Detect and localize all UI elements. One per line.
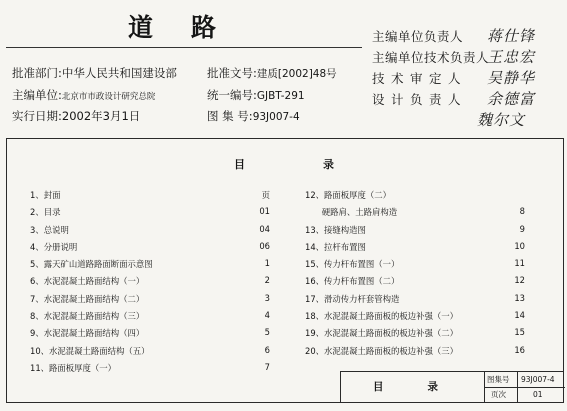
toc-entry[interactable]: 19、水泥混凝土路面板的板边补强（二） 15 [305,327,525,339]
toc-entry[interactable]: 3、总说明 04 [30,223,270,235]
title-block [340,371,564,403]
signature: 王忠宏 [487,48,536,66]
approval-dept: 批准部门:中华人民共和国建设部 [12,66,177,80]
header-divider [6,47,362,48]
toc-left-column [30,189,270,379]
editor-unit: 主编单位:北京市市政设计研究总院 [12,88,156,102]
signature: 吴静华 [487,69,536,87]
page-title: 道路 [128,13,255,42]
toc-entry[interactable]: 11、路面板厚度（一） 7 [30,361,270,373]
toc-entry[interactable]: 20、水泥混凝土路面板的板边补强（三） 16 [305,344,525,356]
toc-entry[interactable]: 16、传力杆布置图（二） 12 [305,275,525,287]
atlas-value: 93J007-4 [521,375,555,384]
toc-entry[interactable]: 9、水泥混凝土路面结构（四） 5 [30,327,270,339]
effective-date: 实行日期:2002年3月1日 [12,109,141,123]
page-label: 页次 [491,390,506,399]
toc-entry[interactable]: 15、传力杆布置图（一） 11 [305,258,525,270]
toc-entry[interactable]: 6、水泥混凝土路面结构（一） 2 [30,275,270,287]
header [0,0,567,138]
signature: 余德富 [487,90,536,108]
toc-entry[interactable]: 8、水泥混凝土路面结构（三） 4 [30,310,270,322]
toc-heading-left: 目 [234,158,245,171]
toc-entry[interactable]: 10、水泥混凝土路面结构（五） 6 [30,344,270,356]
signature: 蒋仕锋 [487,27,536,45]
toc-entry[interactable]: 14、拉杆布置图 10 [305,240,525,252]
toc-entry[interactable]: 12、路面板厚度（二） [305,190,392,200]
atlas-number: 图 集 号:93J007-4 [207,109,300,123]
title-block-divider [517,372,518,402]
role-technical-head: 主编单位技术负责人 [372,50,490,65]
toc-entry[interactable]: 1、封面 页 [30,190,270,200]
role-chief-editor-head: 主编单位负责人 [372,29,464,44]
title-block-name: 目录 [341,372,485,402]
toc-entry[interactable]: 2、目录 01 [30,206,270,218]
toc-entry[interactable]: 5、露天矿山道路路面断面示意图 1 [30,258,270,270]
toc-heading-right: 录 [323,158,334,171]
toc-entry[interactable]: 硬路肩、土路肩构造 8 [305,206,525,218]
role-design-head: 设计负责人 [372,92,468,107]
toc-right-column [305,189,525,362]
role-technical-reviewer: 技术审定人 [372,71,468,86]
responsibility-roles [372,27,489,111]
signatures [477,25,557,130]
atlas-label: 图集号 [487,375,510,384]
toc-entry[interactable]: 13、接缝构造图 9 [305,223,525,235]
toc-entry[interactable]: 7、水泥混凝土路面结构（二） 3 [30,292,270,304]
toc-entry[interactable]: 18、水泥混凝土路面板的板边补强（一） 14 [305,310,525,322]
unified-number: 统一编号:GJBT-291 [207,88,305,102]
page-value: 01 [533,390,543,399]
toc-entry[interactable]: 4、分册说明 06 [30,240,270,252]
approval-doc: 批准文号:建质[2002]48号 [207,66,337,80]
toc-entry[interactable]: 17、滑动传力杆套管构造 13 [305,292,525,304]
signature: 魏尔文 [477,111,526,129]
